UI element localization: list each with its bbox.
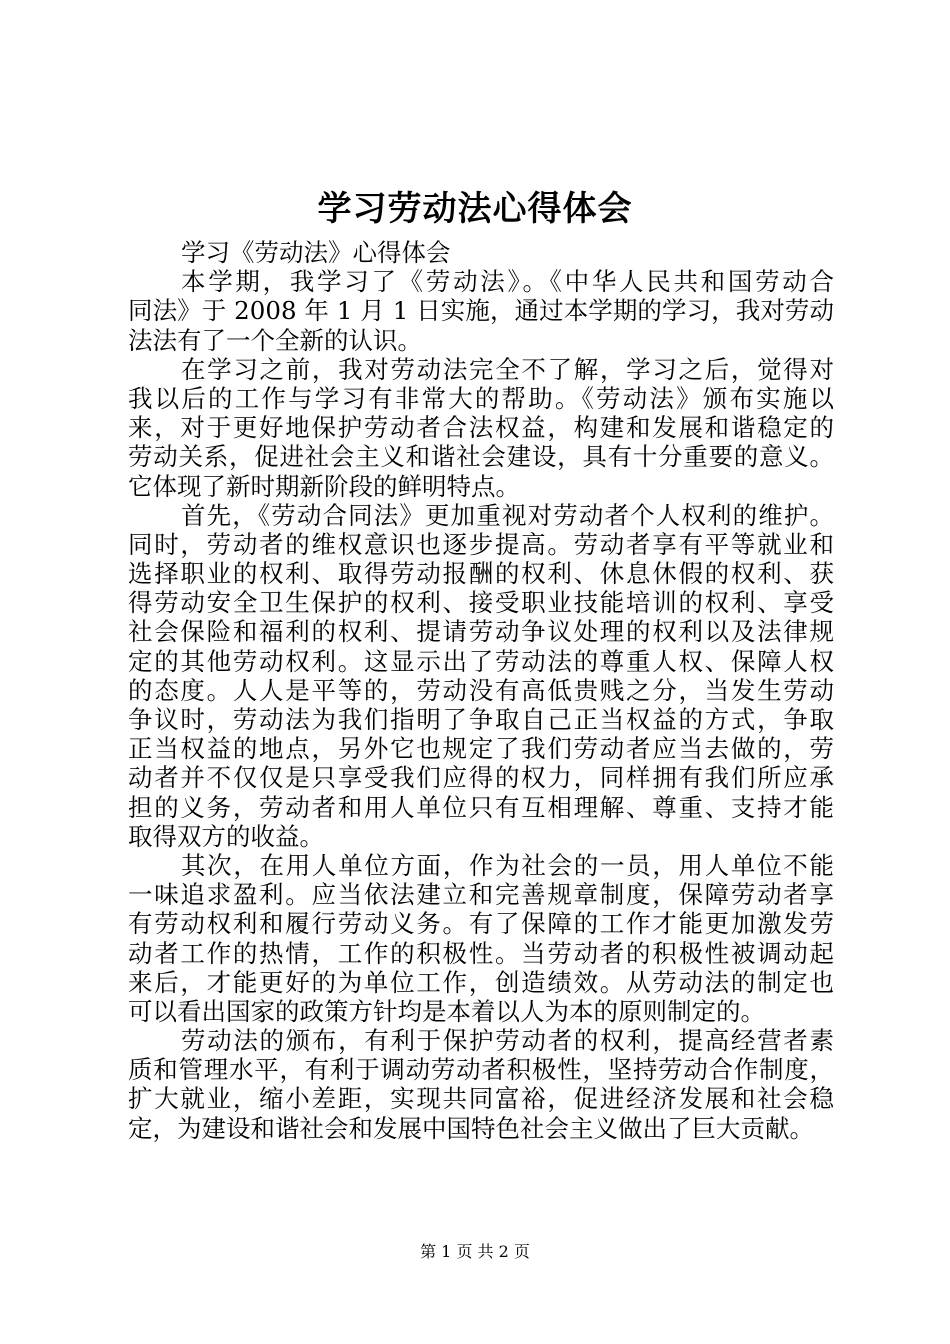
paragraph-line: 质和管理水平，有利于调动劳动者积极性，坚持劳动合作制度， [128, 1055, 834, 1085]
paragraph-line: 担的义务，劳动者和用人单位只有互相理解、尊重、支持才能 [128, 792, 834, 822]
paragraph-line: 动者并不仅仅是只享受我们应得的权力，同样拥有我们所应承 [128, 763, 834, 793]
paragraph-line: 劳动关系，促进社会主义和谐社会建设，具有十分重要的意义。 [128, 442, 834, 472]
paragraph-line: 同时，劳动者的维权意识也逐步提高。劳动者享有平等就业和 [128, 529, 834, 559]
paragraph-line: 可以看出国家的政策方针均是本着以人为本的原则制定的。 [128, 996, 765, 1026]
paragraph-line: 法法有了一个全新的认识。 [128, 325, 422, 355]
document-title: 学习劳动法心得体会 [317, 189, 633, 229]
paragraph-line: 取得双方的收益。 [128, 821, 324, 851]
paragraph [128, 355, 834, 501]
paragraph-line: 在学习之前，我对劳动法完全不了解，学习之后，觉得对 [181, 354, 834, 384]
paragraph-line: 本学期，我学习了《劳动法》。《中华人民共和国劳动合 [181, 267, 834, 297]
paragraph-line: 一味追求盈利。应当依法建立和完善规章制度，保障劳动者享 [128, 880, 834, 910]
paragraph-line: 它体现了新时期新阶段的鲜明特点。 [128, 471, 520, 501]
paragraph [128, 501, 834, 851]
paragraph-line: 定的其他劳动权利。这显示出了劳动法的尊重人权、保障人权 [128, 646, 834, 676]
paragraph-line: 劳动法的颁布，有利于保护劳动者的权利，提高经营者素 [181, 1026, 834, 1056]
paragraph-line: 首先，《劳动合同法》更加重视对劳动者个人权利的维护。 [181, 500, 834, 530]
paragraph-line: 来后，才能更好的为单位工作，创造绩效。从劳动法的制定也 [128, 967, 834, 997]
page-footer: 第 1 页 共 2 页 [420, 1242, 530, 1261]
paragraph-line: 动者工作的热情，工作的积极性。当劳动者的积极性被调动起 [128, 938, 834, 968]
paragraph-line: 学习《劳动法》心得体会 [181, 238, 451, 267]
paragraph-line: 扩大就业，缩小差距，实现共同富裕，促进经济发展和社会稳 [128, 1084, 834, 1114]
paragraph-line: 来，对于更好地保护劳动者合法权益，构建和发展和谐稳定的 [128, 413, 834, 443]
paragraph-line: 选择职业的权利、取得劳动报酬的权利、休息休假的权利、获 [128, 559, 834, 589]
paragraph-line: 有劳动权利和履行劳动义务。有了保障的工作才能更加激发劳 [128, 909, 834, 939]
paragraph-line: 定，为建设和谐社会和发展中国特色社会主义做出了巨大贡献。 [128, 1113, 814, 1143]
paragraph [128, 267, 834, 355]
paragraph-line: 的态度。人人是平等的，劳动没有高低贵贱之分，当发生劳动 [128, 675, 834, 705]
paragraph [128, 1026, 834, 1143]
paragraph-line: 得劳动安全卫生保护的权利、接受职业技能培训的权利、享受 [128, 588, 834, 618]
paragraph-line: 正当权益的地点，另外它也规定了我们劳动者应当去做的，劳 [128, 734, 834, 764]
document-body [128, 238, 834, 1143]
paragraph-line: 其次，在用人单位方面，作为社会的一员，用人单位不能 [181, 850, 834, 880]
paragraph-line: 我以后的工作与学习有非常大的帮助。《劳动法》颁布实施以 [128, 383, 834, 413]
paragraph-line: 同法》于 2008 年 1 月 1 日实施，通过本学期的学习，我对劳动 [128, 296, 834, 326]
paragraph [128, 238, 834, 267]
paragraph-line: 争议时，劳动法为我们指明了争取自己正当权益的方式，争取 [128, 705, 834, 734]
paragraph [128, 851, 834, 1026]
paragraph-line: 社会保险和福利的权利、提请劳动争议处理的权利以及法律规 [128, 617, 834, 647]
